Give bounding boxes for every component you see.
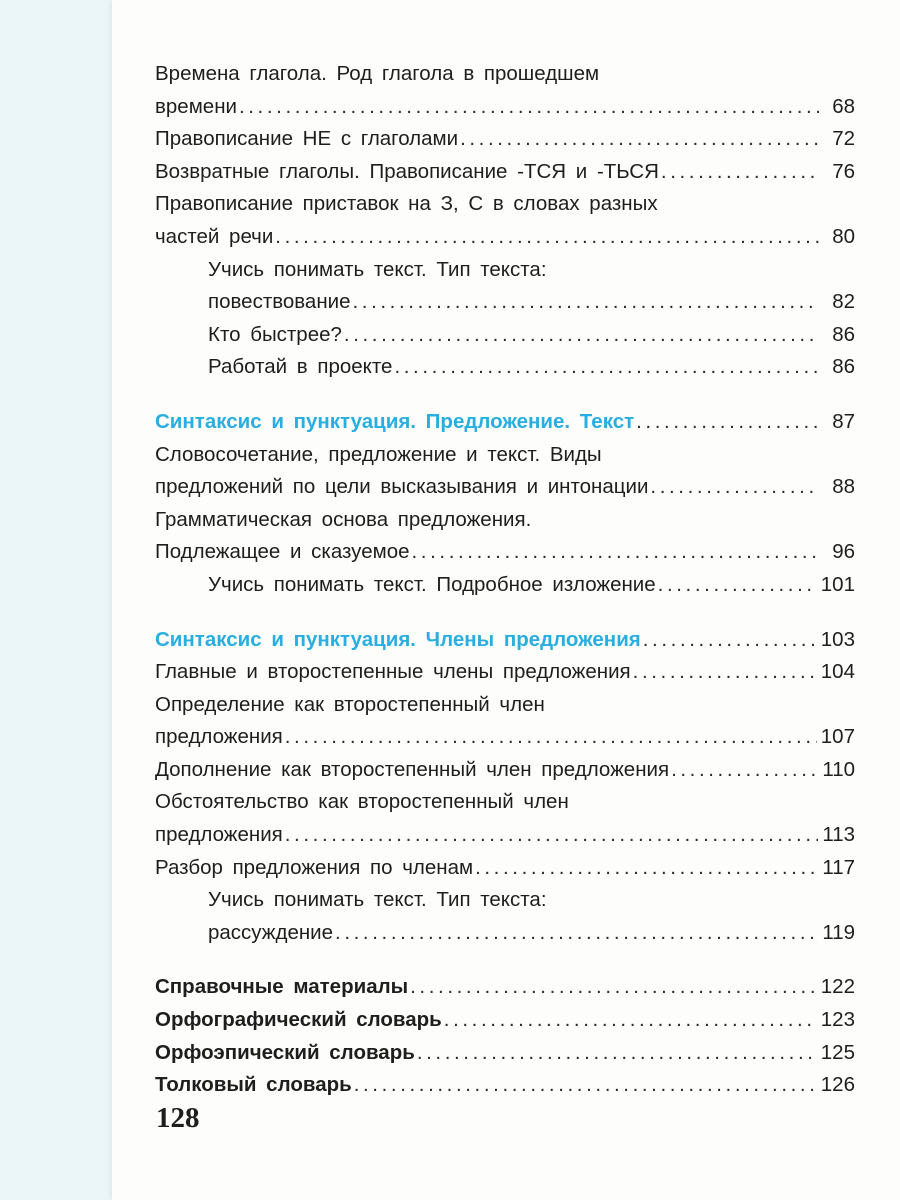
toc-entry — [155, 917, 855, 950]
dot-leader — [335, 917, 818, 950]
toc-entry — [155, 319, 855, 352]
toc-page-number: 110 — [822, 757, 855, 781]
toc-entry-title: Главные и второстепенные члены предложения — [155, 660, 631, 684]
toc-entry-title: повествование — [208, 290, 351, 314]
toc-entry — [155, 471, 855, 504]
toc-page-number: 117 — [822, 855, 855, 879]
toc-entry-title: Учись понимать текст. Тип текста: — [208, 888, 547, 912]
toc-appendix-entry — [155, 1069, 855, 1102]
toc-entry-title: предложений по цели высказывания и интонации — [155, 475, 649, 499]
toc-page-number: 86 — [832, 322, 855, 346]
table-of-contents — [155, 58, 855, 1102]
toc-entry — [155, 351, 855, 384]
toc-entry-title: Словосочетание, предложение и текст. Виды — [155, 442, 602, 466]
toc-entry-title: Возвратные глаголы. Правописание -ТСЯ и -ТЬСЯ — [155, 159, 659, 183]
toc-entry-title: Кто быстрее? — [208, 322, 342, 346]
toc-entry — [155, 852, 855, 885]
toc-page-number: 126 — [820, 1073, 855, 1097]
dot-leader — [460, 123, 819, 156]
toc-page-number: 88 — [832, 475, 855, 499]
toc-entry — [155, 754, 855, 787]
toc-entry-title: частей речи — [155, 224, 274, 248]
toc-entry — [155, 536, 855, 569]
toc-entry-title: Справочные материалы — [155, 975, 409, 999]
toc-page-number: 68 — [832, 94, 855, 118]
toc-section-title: Синтаксис и пунктуация. Члены предложения — [155, 627, 641, 651]
toc-section-heading — [155, 624, 855, 657]
toc-page-number: 80 — [832, 224, 855, 248]
toc-page-number: 107 — [820, 725, 855, 749]
dot-leader — [239, 91, 819, 124]
toc-entry-title: предложения — [155, 725, 283, 749]
toc-entry-title: Обстоятельство как второстепенный член — [155, 790, 569, 814]
toc-page-number: 87 — [832, 409, 855, 433]
toc-entry-title: Правописание приставок на З, С в словах разных — [155, 192, 658, 216]
toc-entry-title: Разбор предложения по членам — [155, 855, 474, 879]
toc-page-number: 122 — [820, 975, 855, 999]
dot-leader — [475, 852, 818, 885]
toc-entry — [155, 721, 855, 754]
toc-entry-title: Подлежащее и сказуемое — [155, 540, 410, 564]
toc-page-number: 123 — [820, 1008, 855, 1032]
toc-section-title: Синтаксис и пунктуация. Предложение. Текст — [155, 409, 635, 433]
dot-leader — [353, 286, 820, 319]
dot-leader — [344, 319, 819, 352]
toc-entry-title: предложения — [155, 823, 283, 847]
toc-entry-title: Учись понимать текст. Подробное изложение — [208, 572, 656, 596]
dot-leader — [671, 754, 818, 787]
toc-entry — [155, 286, 855, 319]
toc-entry-title: Работай в проекте — [208, 355, 393, 379]
page-number: 128 — [156, 1102, 200, 1134]
toc-entry — [155, 91, 855, 124]
toc-entry-title: Орфоэпический словарь — [155, 1040, 415, 1064]
toc-page-number: 86 — [832, 355, 855, 379]
dot-leader — [650, 471, 819, 504]
toc-entry — [155, 819, 855, 852]
toc-page-number: 103 — [820, 627, 855, 651]
toc-page-number: 96 — [832, 540, 855, 564]
toc-entry-title: времени — [155, 94, 237, 118]
toc-entry — [155, 656, 855, 689]
dot-leader — [444, 1004, 817, 1037]
toc-page-number: 113 — [822, 823, 855, 847]
dot-leader — [636, 406, 819, 439]
toc-page-number: 82 — [832, 290, 855, 314]
toc-entry — [155, 439, 855, 472]
dot-leader — [394, 351, 819, 384]
toc-entry — [155, 156, 855, 189]
dot-leader — [661, 156, 819, 189]
dot-leader — [285, 721, 817, 754]
toc-entry — [155, 689, 855, 722]
toc-page-number: 72 — [832, 127, 855, 151]
toc-entry-title: Толковый словарь — [155, 1073, 352, 1097]
dot-leader — [643, 624, 817, 657]
toc-entry-title: Правописание НЕ с глаголами — [155, 127, 459, 151]
toc-entry — [155, 123, 855, 156]
toc-entry — [155, 58, 855, 91]
dot-leader — [412, 536, 819, 569]
dot-leader — [275, 221, 819, 254]
toc-entry — [155, 884, 855, 917]
toc-entry-title: Учись понимать текст. Тип текста: — [208, 257, 547, 281]
toc-page-number: 104 — [820, 660, 855, 684]
toc-entry — [155, 504, 855, 537]
toc-entry-title: Времена глагола. Род глагола в прошедшем — [155, 62, 600, 85]
dot-leader — [658, 569, 817, 602]
toc-entry-title: рассуждение — [208, 920, 334, 944]
toc-page-number: 119 — [822, 920, 855, 944]
toc-section-heading — [155, 406, 855, 439]
toc-page-number: 101 — [820, 572, 855, 596]
toc-entry-title: Грамматическая основа предложения. — [155, 507, 532, 531]
toc-entry — [155, 254, 855, 287]
toc-entry — [155, 188, 855, 221]
toc-entry-title: Определение как второстепенный член — [155, 692, 545, 716]
toc-entry-title: Орфографический словарь — [155, 1008, 442, 1032]
toc-entry — [155, 569, 855, 602]
toc-appendix-entry — [155, 1037, 855, 1070]
toc-appendix-entry — [155, 971, 855, 1004]
toc-page-number: 125 — [820, 1040, 855, 1064]
toc-entry — [155, 221, 855, 254]
toc-entry — [155, 786, 855, 819]
toc-appendix-entry — [155, 1004, 855, 1037]
dot-leader — [633, 656, 817, 689]
toc-entry-title: Дополнение как второстепенный член предложения — [155, 757, 670, 781]
dot-leader — [410, 971, 817, 1004]
dot-leader — [417, 1037, 817, 1070]
dot-leader — [285, 819, 819, 852]
dot-leader — [354, 1069, 817, 1102]
toc-page-number: 76 — [832, 159, 855, 183]
